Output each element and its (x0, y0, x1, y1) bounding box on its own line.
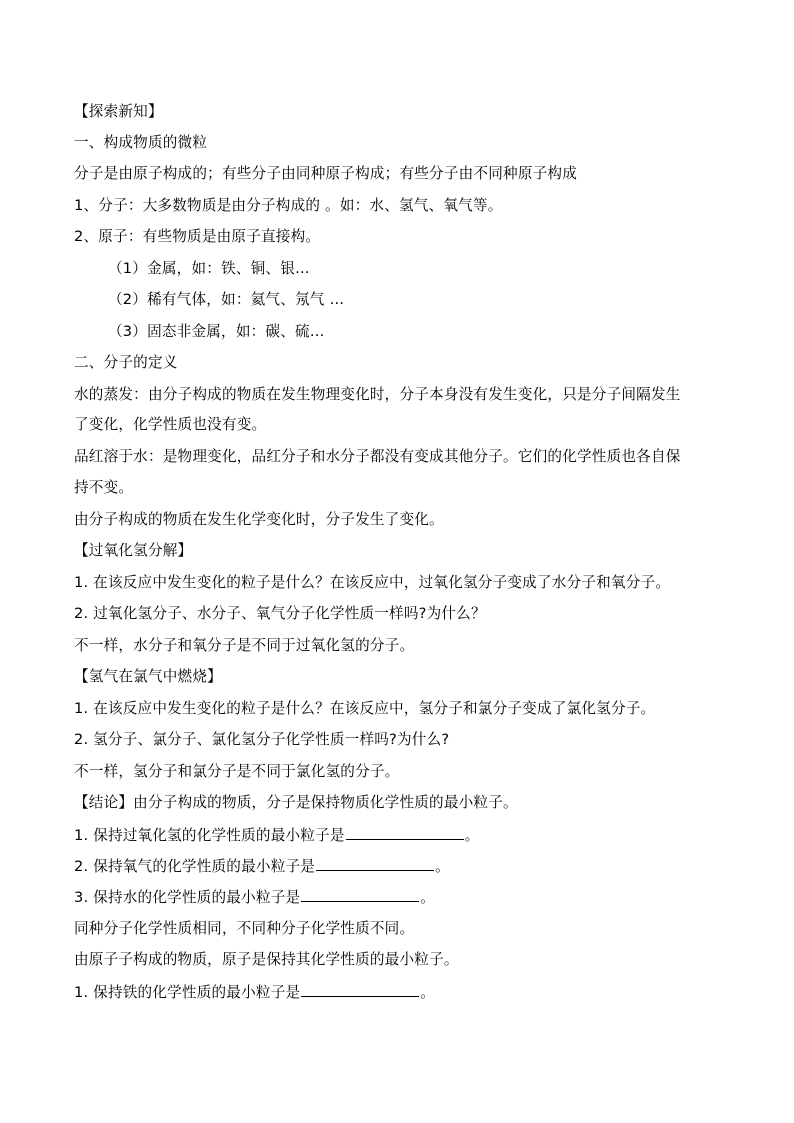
fill-question-iron-suffix: 。 (420, 984, 436, 1001)
h2cl-heading: 【氢气在氯气中燃烧】 (74, 668, 222, 685)
item-molecule: 1、分子：大多数物质是由分子构成的 。如：水、氢气、氧气等。 (74, 197, 503, 214)
fill-question-oxygen-suffix: 。 (435, 858, 450, 875)
answer-blank-h2o2[interactable] (346, 823, 464, 840)
part1-title: 一、构成物质的微粒 (74, 134, 208, 151)
evaporation-line-2: 了变化，化学性质也没有变。 (74, 416, 267, 433)
fill-question-iron-prefix: 1. 保持铁的化学性质的最小粒子是 (74, 984, 301, 1001)
sub-item-metal: （1）金属，如：铁、铜、银… (108, 260, 310, 277)
sub-item-solid-nonmetal: （3）固态非金属，如：碳、硫… (108, 323, 325, 340)
h2o2-question-2: 2. 过氧化氢分子、水分子、氧气分子化学性质一样吗?为什么？ (74, 605, 486, 622)
evaporation-line-1: 水的蒸发：由分子构成的物质在发生物理变化时，分子本身没有发生变化，只是分子间隔发生 (74, 386, 681, 403)
conclusion: 【结论】由分子构成的物质，分子是保持物质化学性质的最小粒子。 (74, 794, 518, 811)
dye-line-2: 持不变。 (74, 479, 134, 496)
part1-intro: 分子是由原子构成的；有些分子由同种原子构成；有些分子由不同种原子构成 (74, 165, 577, 182)
fill-question-water-suffix: 。 (420, 889, 436, 906)
h2cl-question-2: 2. 氢分子、氯分子、氯化氢分子化学性质一样吗?为什么? (74, 731, 450, 748)
part2-title: 二、分子的定义 (74, 354, 178, 371)
fill-question-water (74, 885, 435, 909)
h2cl-answer-2: 不一样，氢分子和氯分子是不同于氯化氢的分子。 (74, 763, 400, 780)
h2o2-heading: 【过氧化氢分解】 (74, 542, 193, 559)
dye-line-1: 品红溶于水：是物理变化，品红分子和水分子都没有变成其他分子。它们的化学性质也各自保 (74, 448, 681, 465)
item-atom: 2、原子：有些物质是由原子直接构。 (74, 228, 321, 245)
fill-question-iron (74, 980, 435, 1004)
fill-question-oxygen (74, 854, 450, 878)
answer-blank-iron[interactable] (301, 980, 419, 997)
fill-question-h2o2-suffix: 。 (464, 827, 480, 844)
chemical-change-statement: 由分子构成的物质在发生化学变化时，分子发生了变化。 (74, 511, 444, 528)
same-different-statement: 同种分子化学性质相同，不同种分子化学性质不同。 (74, 920, 415, 937)
fill-question-oxygen-prefix: 2. 保持氧气的化学性质的最小粒子是 (74, 858, 316, 875)
atom-statement: 由原子子构成的物质，原子是保持其化学性质的最小粒子。 (74, 951, 459, 968)
answer-blank-water[interactable] (301, 885, 419, 902)
fill-question-water-prefix: 3. 保持水的化学性质的最小粒子是 (74, 889, 301, 906)
answer-blank-oxygen[interactable] (316, 854, 434, 871)
sub-item-noble-gas: （2）稀有气体，如：氦气、氖气 … (108, 291, 345, 308)
fill-question-h2o2 (74, 823, 479, 847)
h2o2-answer-2: 不一样，水分子和氧分子是不同于过氧化氢的分子。 (74, 637, 415, 654)
h2cl-question-1: 1. 在该反应中发生变化的粒子是什么？在该反应中，氢分子和氯分子变成了氯化氢分子。 (74, 700, 656, 717)
fill-question-h2o2-prefix: 1. 保持过氧化氢的化学性质的最小粒子是 (74, 827, 345, 844)
h2o2-question-1: 1. 在该反应中发生变化的粒子是什么？在该反应中，过氧化氢分子变成了水分子和氧分子。 (74, 574, 671, 591)
explore-heading: 【探索新知】 (74, 103, 163, 120)
